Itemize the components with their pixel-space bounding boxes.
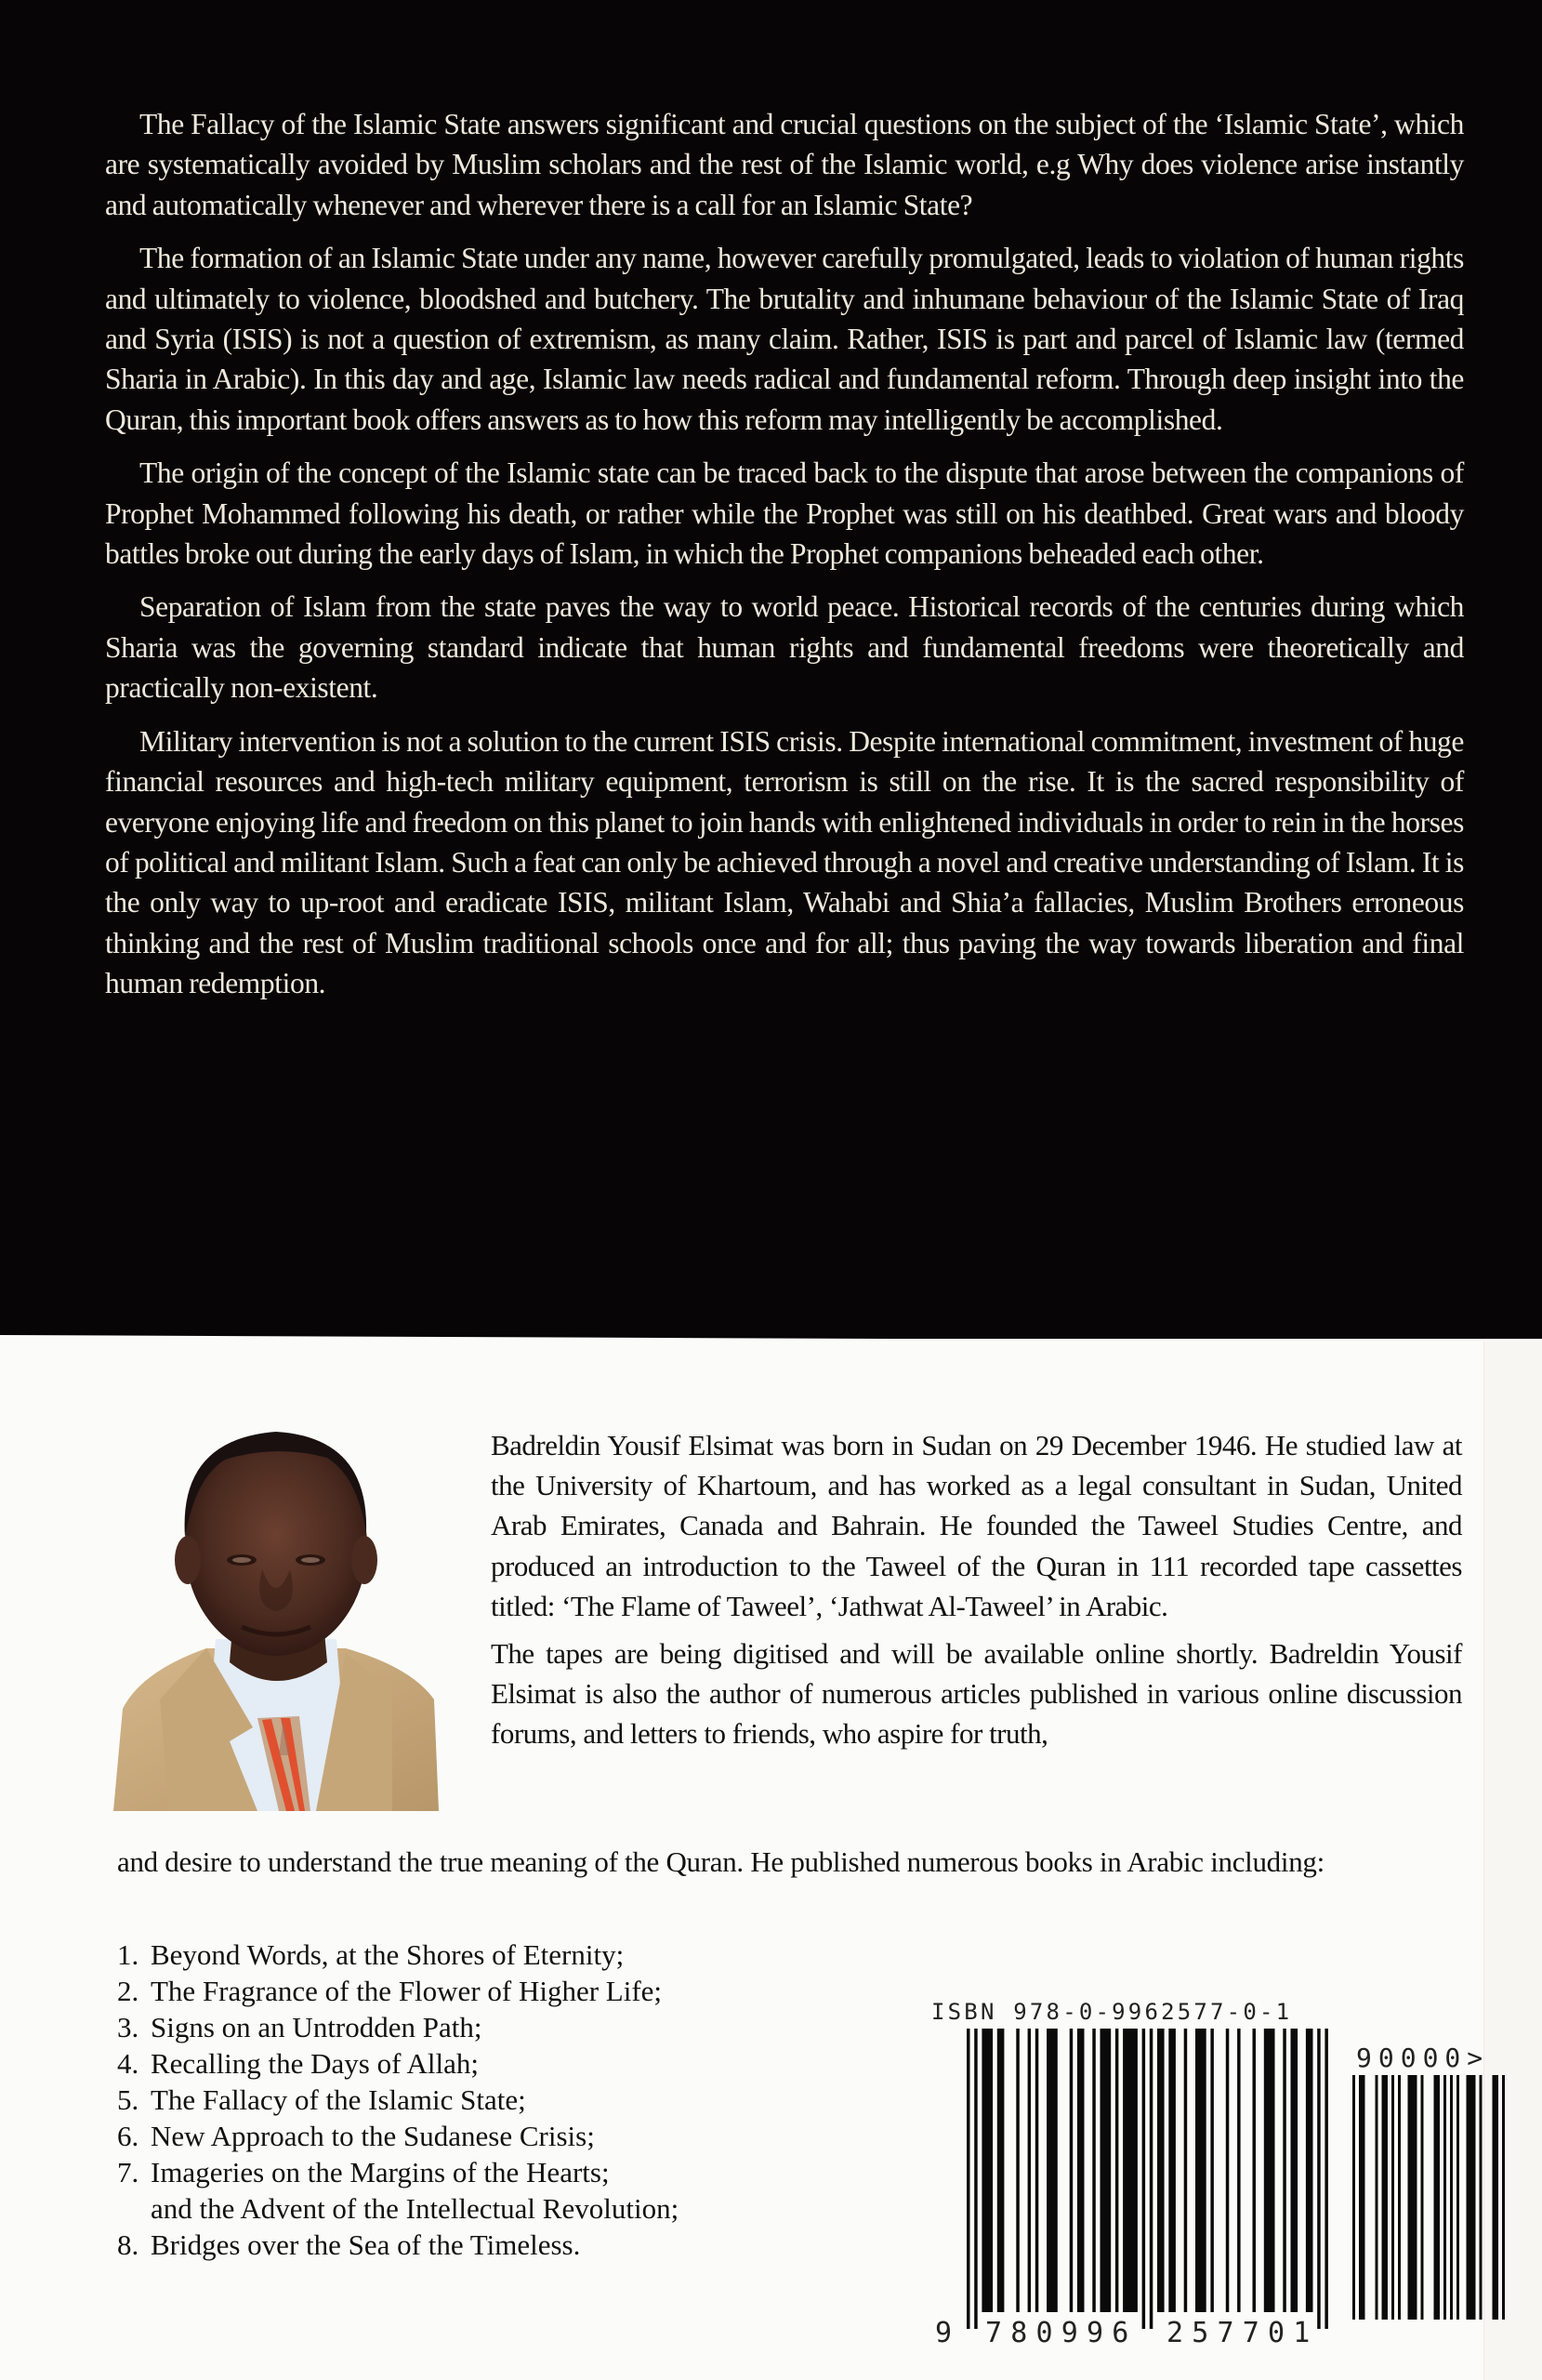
addon-bar [1480, 2075, 1483, 2320]
ean-right-digits: 257701 [1166, 2317, 1319, 2349]
barcode-bar [1325, 2029, 1328, 2329]
addon-bar [1502, 2075, 1505, 2320]
addon-bar [1408, 2075, 1417, 2320]
barcode-bar [1306, 2029, 1313, 2312]
addon-bar [1456, 2075, 1459, 2320]
blurb-paragraph: Separation of Islam from the state paves the way to world peace. Historical records of the centuries during which Sharia was the governing standard indicate that human rights and fundamental freedoms were theoretically and practically non-existent. [105, 590, 1464, 705]
addon-bar [1359, 2075, 1365, 2320]
bio-continuation: and desire to understand the true meaning of the Quran. He published numerous books in Arabic including: [117, 1845, 1325, 1878]
barcode-bar [1123, 2029, 1138, 2312]
barcode-bar [1184, 2029, 1188, 2312]
book-number: 4. [117, 2047, 139, 2080]
barcode-bar [982, 2029, 993, 2312]
barcode-bar [1291, 2029, 1298, 2312]
barcode-bar [967, 2029, 970, 2329]
barcode-bar [1142, 2029, 1146, 2329]
barcode-bar [1168, 2029, 1176, 2312]
barcode-bar [1035, 2029, 1039, 2312]
barcode-bar [997, 2029, 1005, 2312]
blurb-paragraph: The origin of the concept of the Islamic state can be traced back to the dispute that arose between the companions of Prophet Mohammed following his death, or rather while the Prophet was still on his deathbed. Great wars and bloody battles broke out during the early days of Islam, in which the Prophet companions beheaded each other. [105, 456, 1464, 571]
barcode-bar [1100, 2029, 1112, 2312]
book-number: 3. [117, 2011, 139, 2043]
addon-bar [1450, 2075, 1453, 2320]
book-title: The Fragrance of the Flower of Higher Life; [151, 1975, 663, 2007]
book-title: Recalling the Days of Allah; [151, 2047, 479, 2080]
addon-bar [1443, 2075, 1446, 2320]
barcode-bar [1070, 2029, 1074, 2312]
addon-bar [1382, 2075, 1389, 2320]
isbn-label: ISBN 978-0-9962577-0-1 [931, 1999, 1293, 2025]
book-title: New Approach to the Sudanese Crisis; [151, 2120, 595, 2152]
addon-bar [1398, 2075, 1401, 2320]
bio-paragraph: Badreldin Yousif Elsimat was born in Sudan on 29 December 1946. He studied law at the University of Khartoum, and has worked as a legal consultant in Sudan, United Arab Emirates, Canada and Bahrain. He founded the Taweel Studies Centre, and produced an introduction to the Taweel of the Quran in 111 recorded tape cassettes titled: ‘The Flame of Taweel’, ‘Jathwat Al-Taweel’ in Arabic. [491, 1429, 1462, 1622]
book-title: Imageries on the Margins of the Hearts; and the Advent of the Intellectual Revolution; [151, 2156, 679, 2225]
book-title: Signs on an Untrodden Path; [151, 2011, 482, 2043]
ean-first-digit: 9 [935, 2317, 961, 2349]
book-number: 7. [117, 2156, 139, 2188]
book-number: 1. [117, 1938, 139, 1971]
barcode-bar [1150, 2029, 1153, 2329]
blurb-paragraph: The formation of an Islamic State under any name, however carefully promulgated, leads to violation of human rights and ultimately to violence, bloodshed and butchery. The brutality and inhumane behaviour of the Islamic State of Iraq and Syria (ISIS) is not a question of extremism, as many claim. Rather, ISIS is part and parcel of Islamic law (termed Sharia in Arabic). In this day and age, Islamic law needs radical and fundamental reform. Through deep insight into the Quran, this important book offers answers as to how this reform may intelligently be accomplished. [105, 242, 1464, 436]
ean-left-digits: 780996 [985, 2317, 1138, 2349]
barcode-bar [1028, 2029, 1032, 2312]
barcode-bar [1210, 2029, 1214, 2312]
blurb-paragraph: Military intervention is not a solution to the current ISIS crisis. Despite international commitment, investment of huge financial resources and high-tech military equipment, terrorism is still on the rise. It is the sacred responsibility of everyone enjoying life and freedom on this planet to join hands with enlightened individuals in order to rein in the horses of political and militant Islam. Such a feat can only be achieved through a novel and creative understanding of Islam. It is the only way to up-root and eradicate ISIS, militant Islam, Wahabi and Shia’a fallacies, Muslim Brothers erroneous thinking and the rest of Muslim traditional schools once and for all; thus paving the way towards liberation and final human redemption. [105, 724, 1464, 1000]
book-title: The Fallacy of the Islamic State; [151, 2083, 526, 2116]
barcode-bar [1115, 2029, 1119, 2312]
blurb-paragraph: The Fallacy of the Islamic State answers significant and crucial questions on the subject of the ‘Islamic State’, which are systematically avoided by Muslim scholars and the rest of the Islamic world, e.g Why does violence arise instantly and automatically whenever and wherever there is a call for an Islamic State? [105, 108, 1464, 221]
barcode-bar [1283, 2029, 1286, 2312]
barcode-bar [1157, 2029, 1165, 2312]
barcode-bar [1077, 2029, 1085, 2312]
addon-bar [1391, 2075, 1394, 2320]
addon-bar [1467, 2075, 1476, 2320]
book-number: 8. [117, 2228, 139, 2261]
book-title: Bridges over the Sea of the Timeless. [151, 2228, 581, 2261]
book-number: 5. [117, 2083, 139, 2116]
addon-bar [1421, 2075, 1424, 2320]
bio-paragraph: The tapes are being digitised and will be available online shortly. Badreldin Yousif Elsimat is also the author of numerous articles published in various online discussion forums, and letters to friends, who aspire for truth, [491, 1637, 1462, 1751]
price-addon-label: 90000> [1356, 2043, 1490, 2073]
addon-bar [1352, 2075, 1355, 2320]
addon-bar [1434, 2075, 1441, 2320]
barcode-bar [1047, 2029, 1058, 2312]
addon-bar [1493, 2075, 1499, 2320]
barcode-bar [1264, 2029, 1275, 2312]
barcode-bar [1016, 2029, 1020, 2312]
book-title: Beyond Words, at the Shores of Eternity; [151, 1938, 625, 1971]
barcode-bar [1226, 2029, 1230, 2312]
book-number: 6. [117, 2120, 139, 2152]
barcode-bar [1092, 2029, 1096, 2312]
barcode-bar [1317, 2029, 1321, 2329]
book-number: 2. [117, 1975, 139, 2007]
barcode-bar [974, 2029, 978, 2329]
barcode-bar [1237, 2029, 1241, 2312]
barcode-bar [1253, 2029, 1257, 2312]
addon-bar [1376, 2075, 1378, 2320]
barcode-bar [1195, 2029, 1206, 2312]
